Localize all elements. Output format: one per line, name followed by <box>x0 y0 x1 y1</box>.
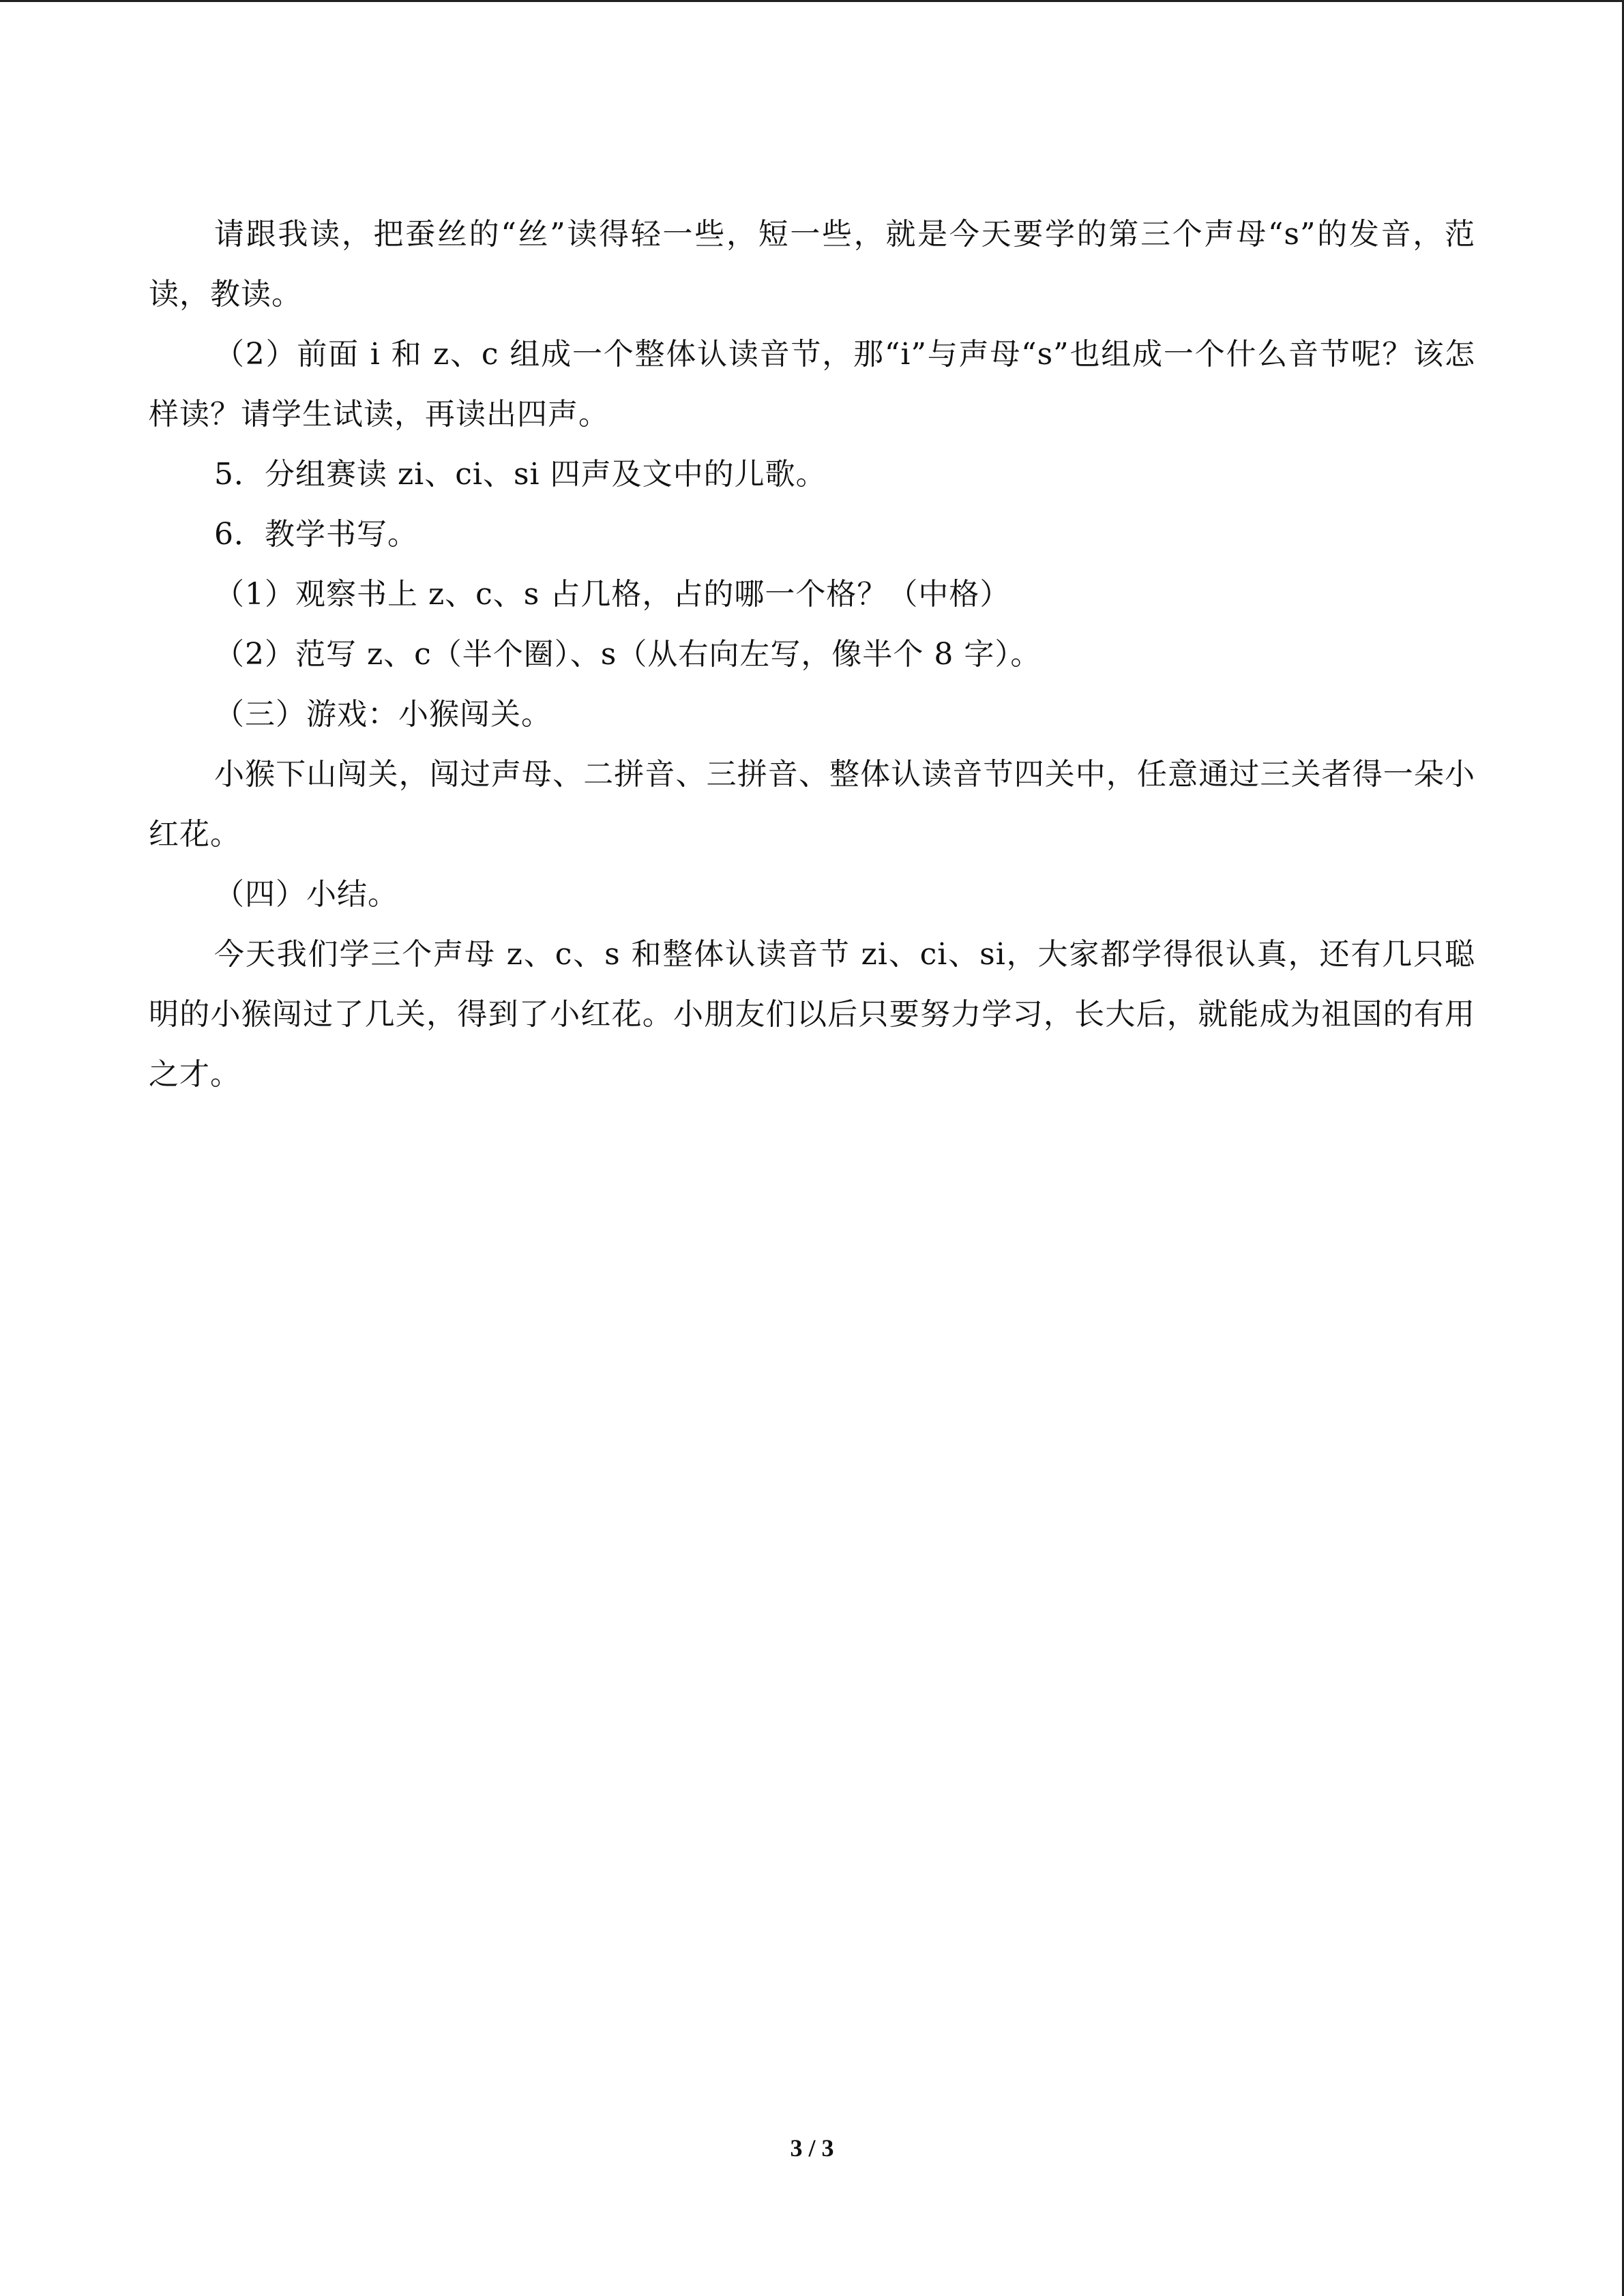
step-group-reading: 5．分组赛读 zi、ci、si 四声及文中的儿歌。 <box>214 457 827 492</box>
paragraph-read-after-me: 请跟我读，把蚕丝的“丝”读得轻一些，短一些，就是今天要学的第三个声母“s”的发音，范读，教读。 <box>149 217 1475 312</box>
page-number: 3 / 3 <box>790 2134 834 2162</box>
page-top-border <box>0 0 1624 2</box>
step-teach-writing: 6．教学书写。 <box>214 517 418 552</box>
paragraph-whole-syllable-si: （2）前面 i 和 z、c 组成一个整体认读音节，那“i”与声母“s”也组成一个什么音节呢？该怎样读？请学生试读，再读出四声。 <box>149 337 1475 432</box>
section-summary-heading: （四）小结。 <box>214 877 398 912</box>
document-body <box>149 205 1475 1105</box>
substep-observe-grid: （1）观察书上 z、c、s 占几格，占的哪一个格？（中格） <box>214 577 1011 612</box>
section-game-heading: （三）游戏：小猴闯关。 <box>214 697 552 732</box>
substep-model-writing: （2）范写 z、c（半个圈）、s（从右向左写，像半个 8 字）。 <box>214 637 1042 672</box>
paragraph-game-description: 小猴下山闯关，闯过声母、二拼音、三拼音、整体认读音节四关中，任意通过三关者得一朵小红花。 <box>149 757 1475 852</box>
paragraph-summary: 今天我们学三个声母 z、c、s 和整体认读音节 zi、ci、si，大家都学得很认真，还有几只聪明的小猴闯过了几关，得到了小红花。小朋友们以后只要努力学习，长大后，就能成为祖国的有用之才。 <box>149 937 1475 1092</box>
